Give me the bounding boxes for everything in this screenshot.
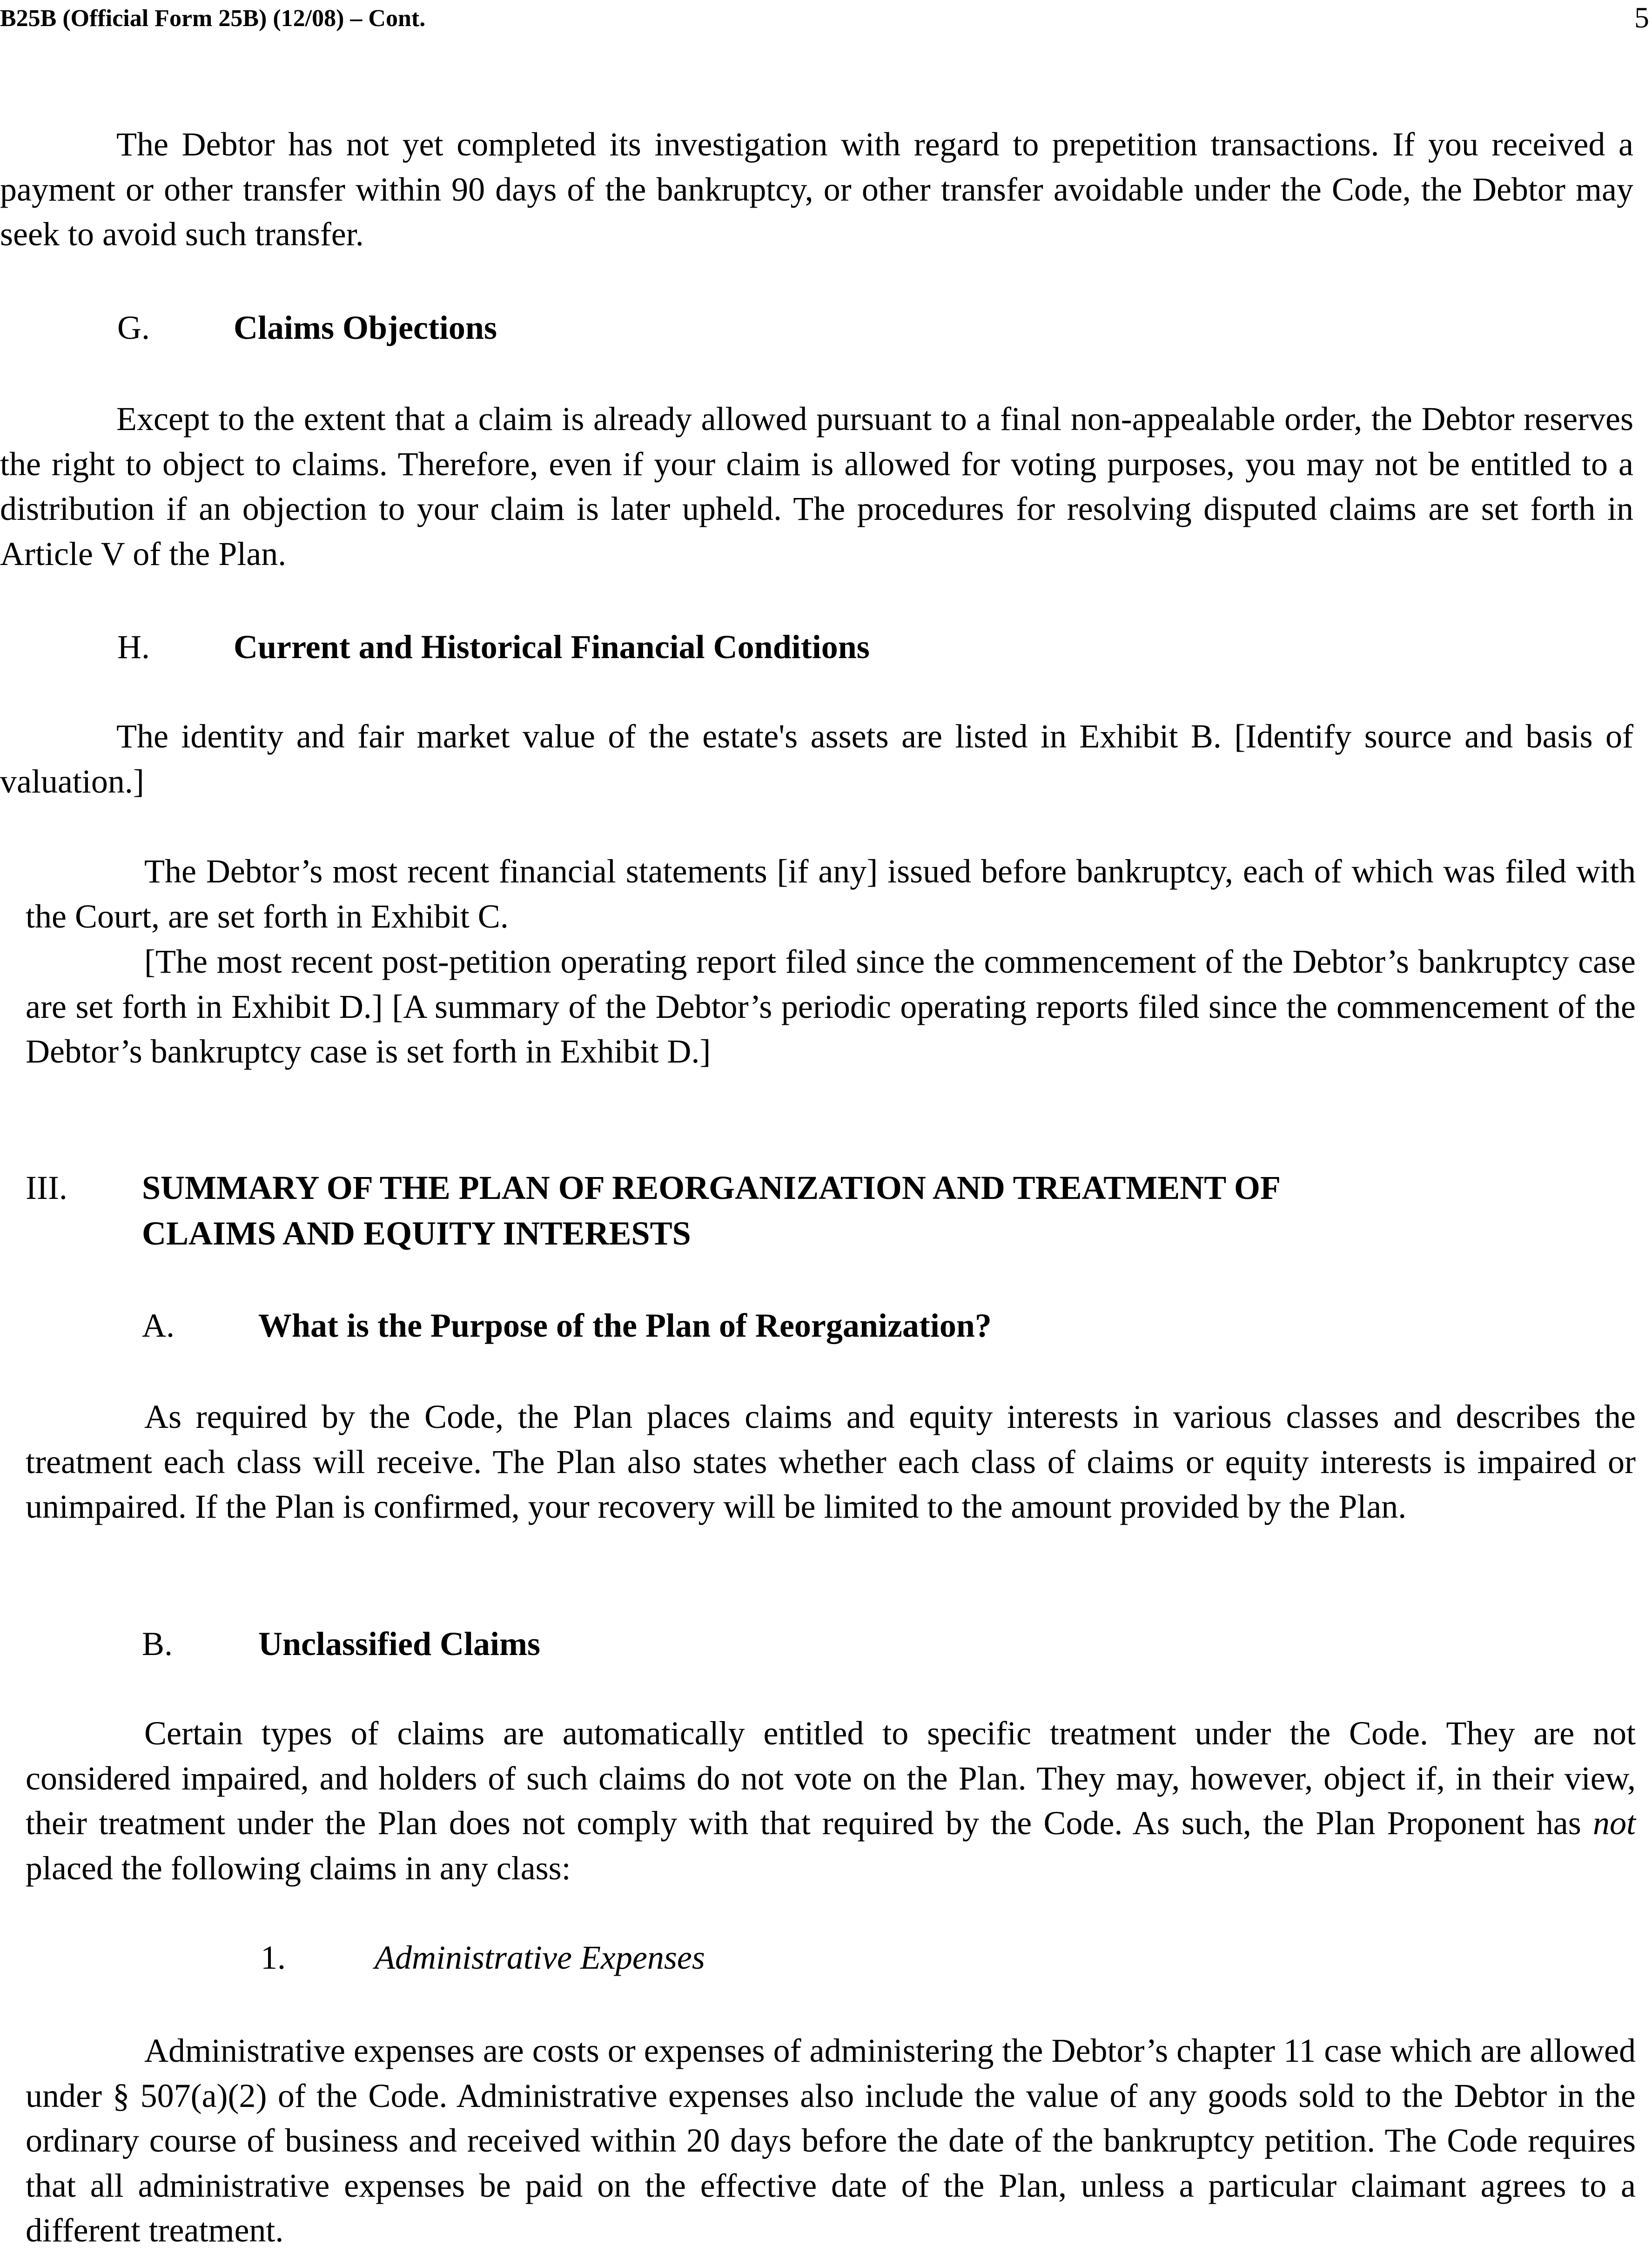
- section-title: Unclassified Claims: [258, 1625, 541, 1662]
- paragraph-text: [The most recent post-petition operating report filed since the commencement of the Debtor’s bankruptcy case are set forth in Exhibit D.] [A summary of the Debtor’s periodic operating reports filed since the commencement of the Debtor’s bankruptcy case is set forth in Exhibit D.]: [26, 943, 1636, 1070]
- paragraph-unclassified-claims: [26, 1711, 1636, 1891]
- paragraph-claims-objections: [0, 397, 1633, 576]
- paragraph-text: Administrative expenses are costs or expenses of administering the Debtor’s chapter 11 case which are allowed under § 507(a)(2) of the Code. Administrative expenses also include the value of any goods sold to the Debtor in the ordinary course of business and received within 20 days before the date of the bankruptcy petition. The Code requires that all administrative expenses be paid on the effective date of the Plan, unless a particular claimant agrees to a different treatment.: [26, 2032, 1636, 2249]
- paragraph-text: The Debtor’s most recent financial statements [if any] issued before bankruptcy, each of which was filed with the Court, are set forth in Exhibit C.: [26, 853, 1636, 935]
- paragraph-administrative-expenses: [26, 2028, 1636, 2253]
- paragraph-text: The Debtor has not yet completed its investigation with regard to prepetition transactions. If you received a payment or other transfer within 90 days of the bankruptcy, or other transfer avoidable under the Code, the Debtor may seek to avoid such transfer.: [0, 126, 1633, 253]
- paragraph-text: The identity and fair market value of the estate's assets are listed in Exhibit B. [Identify source and basis of valuation.]: [0, 718, 1633, 800]
- section-heading-h: [117, 625, 1141, 669]
- section-title: What is the Purpose of the Plan of Reorganization?: [258, 1307, 992, 1344]
- subsection-number: 1.: [261, 1939, 286, 1976]
- paragraph-text: Except to the extent that a claim is already allowed pursuant to a final non-appealable order, the Debtor reserves the right to object to claims. Therefore, even if your claim is allowed for voting purposes, you may not be entitled to a distribution if an objection to your claim is later upheld. The procedures for resolving disputed claims are set forth in Article V of the Plan.: [0, 400, 1633, 572]
- page-number: 5: [1634, 1, 1649, 34]
- section-number: H.: [117, 628, 150, 666]
- section-number: A.: [142, 1307, 175, 1344]
- paragraph-estate-assets: [0, 714, 1633, 804]
- paragraph-operating-reports: [26, 939, 1636, 1074]
- section-title: Current and Historical Financial Conditions: [234, 628, 870, 666]
- subsection-title: Administrative Expenses: [375, 1939, 705, 1976]
- section-title: Claims Objections: [234, 309, 497, 346]
- form-header: B25B (Official Form 25B) (12/08) – Cont.: [0, 5, 426, 32]
- paragraph-financial-statements: [26, 849, 1636, 939]
- emphasis-text: not: [1592, 1804, 1636, 1842]
- section-number: B.: [142, 1625, 173, 1662]
- paragraph-prepetition-transfers: [0, 122, 1633, 257]
- article-heading-iii: [26, 1165, 1561, 1258]
- subsection-heading-1: [261, 1935, 1098, 1980]
- article-title-line-1: SUMMARY OF THE PLAN OF REORGANIZATION AND TREATMENT OF: [142, 1169, 1281, 1206]
- paragraph-text: As required by the Code, the Plan places claims and equity interests in various classes and describes the treatment each class will receive. The Plan also states whether each class of claims or equity interests is impaired or unimpaired. If the Plan is confirmed, your recovery will be limited to the amount provided by the Plan.: [26, 1398, 1636, 1525]
- section-number: G.: [117, 309, 150, 346]
- section-heading-b: [142, 1622, 980, 1666]
- paragraph-plan-purpose: [26, 1394, 1636, 1529]
- section-heading-g: [117, 305, 1048, 350]
- paragraph-text: Certain types of claims are automatically entitled to specific treatment under the Code. They are not considered impaired, and holders of such claims do not vote on the Plan. They may, however, object if, in their view, their treatment under the Plan does not comply with that required by the Code. As such, the Plan Proponent has: [26, 1715, 1636, 1842]
- article-title-line-2: CLAIMS AND EQUITY INTERESTS: [142, 1215, 691, 1252]
- section-heading-a: [142, 1303, 1352, 1348]
- article-number: III.: [26, 1169, 67, 1206]
- paragraph-text: placed the following claims in any class:: [26, 1849, 571, 1887]
